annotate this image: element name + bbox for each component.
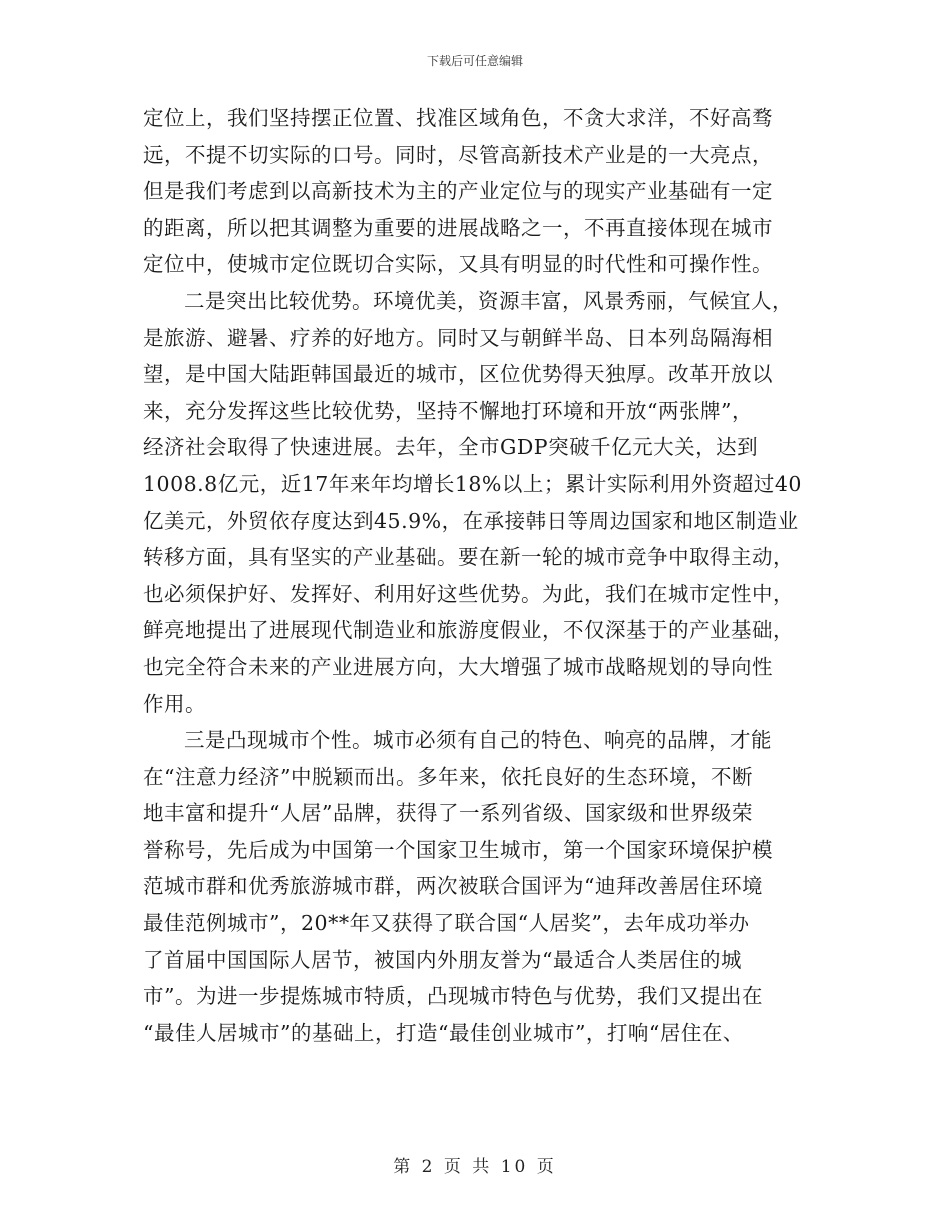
text-line: 经济社会取得了快速进展。去年，全市GDP突破千亿元大关，达到 xyxy=(143,435,759,460)
text-line: 最佳范例城市”，20**年又获得了联合国“人居奖”，去年成功举办 xyxy=(143,911,750,936)
text-line: 远，不提不切实际的口号。同时，尽管高新技术产业是的一大亮点， xyxy=(143,142,773,167)
text-line: 在“注意力经济”中脱颖而出。多年来，依托良好的生态环境，不断 xyxy=(143,764,753,789)
text-line: 也必须保护好、发挥好、利用好这些优势。为此，我们在城市定性中， xyxy=(143,581,794,606)
text-line: 来，充分发挥这些比较优势，坚持不懈地打环境和开放“两张牌”， xyxy=(143,398,753,423)
paragraph-start-line: 三是凸现城市个性。城市必须有自己的特色、响亮的品牌，才能 xyxy=(184,728,772,753)
text-line: 定位上，我们坚持摆正位置、找准区域角色，不贪大求洋，不好高骛 xyxy=(143,106,773,130)
text-line: 亿美元，外贸依存度达到45.9%，在承接韩日等周边国家和地区制造业 xyxy=(143,508,799,533)
text-line: 地丰富和提升“人居”品牌，获得了一系列省级、国家级和世界级荣 xyxy=(143,801,753,826)
page-header-note: 下载后可任意编辑 xyxy=(426,54,523,68)
text-line: 范城市群和优秀旅游城市群，两次被联合国评为“迪拜改善居住环境 xyxy=(143,874,763,899)
text-line: 但是我们考虑到以高新技术为主的产业定位与的现实产业基础有一定 xyxy=(143,179,773,204)
page-number-footer: 第 2 页 共 10 页 xyxy=(393,1157,557,1177)
text-line: 鲜亮地提出了进展现代制造业和旅游度假业，不仅深基于的产业基础， xyxy=(143,618,794,643)
text-line: 的距离，所以把其调整为重要的进展战略之一，不再直接体现在城市 xyxy=(143,215,773,240)
text-line: “最佳人居城市”的基础上，打造“最佳创业城市”，打响“居住在、 xyxy=(143,1020,744,1045)
text-line: 市”。为进一步提炼城市特质，凸现城市特色与优势，我们又提出在 xyxy=(143,984,763,1009)
text-line: 誉称号，先后成为中国第一个国家卫生城市，第一个国家环境保护模 xyxy=(143,837,773,862)
text-line: 是旅游、避暑、疗养的好地方。同时又与朝鲜半岛、日本列岛隔海相 xyxy=(143,325,773,350)
text-line: 作用。 xyxy=(143,691,206,716)
text-line: 望，是中国大陆距韩国最近的城市，区位优势得天独厚。改革开放以 xyxy=(143,362,773,387)
document-body xyxy=(143,100,808,1051)
paragraph-start-line: 二是突出比较优势。环境优美，资源丰富，风景秀丽，气候宜人， xyxy=(184,288,793,313)
text-line: 转移方面，具有坚实的产业基础。要在新一轮的城市竞争中取得主动， xyxy=(143,545,794,570)
text-line: 1008.8亿元，近17年来年均增长18%以上；累计实际利用外资超过40 xyxy=(143,471,802,496)
text-line: 定位中，使城市定位既切合实际，又具有明显的时代性和可操作性。 xyxy=(143,252,773,277)
text-line: 了首届中国国际人居节，被国内外朋友誉为“最适合人类居住的城 xyxy=(143,947,742,972)
text-line: 也完全符合未来的产业进展方向，大大增强了城市战略规划的导向性 xyxy=(143,654,773,679)
